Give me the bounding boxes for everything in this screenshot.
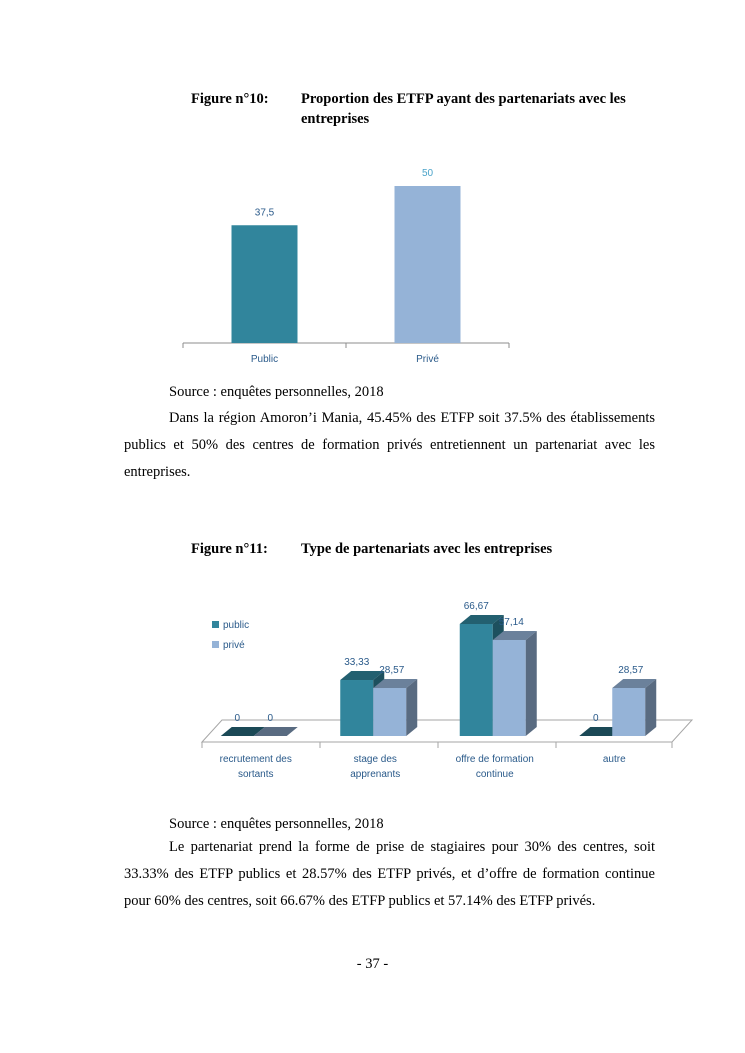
data-label: 50 xyxy=(421,168,434,179)
figure-11-chart xyxy=(0,590,745,790)
data-label: 0 xyxy=(234,713,241,724)
data-label: 0 xyxy=(267,713,274,724)
figure-11-number: Figure n°11: xyxy=(191,541,268,557)
bar-prive xyxy=(395,186,461,343)
category-label: offre de formation continue xyxy=(455,754,534,780)
source-2: Source : enquêtes personnelles, 2018 xyxy=(169,816,384,832)
data-label: 57,14 xyxy=(498,617,524,629)
category-label: recrutement des sortants xyxy=(219,754,292,780)
category-label: Privé xyxy=(416,354,439,365)
figure-10-number: Figure n°10: xyxy=(191,91,269,107)
paragraph-1: Dans la région Amoron’i Mania, 45.45% des ETFP soit 37.5% des établissements publics et 50% des centres de formation privés entretiennent un partenariat avec les entreprises. xyxy=(124,410,655,480)
bar-prive xyxy=(373,679,417,736)
figure-10-title: Proportion des ETFP ayant des partenariats avec les entreprises xyxy=(301,91,626,127)
figure-10-chart xyxy=(0,150,745,375)
bar-prive xyxy=(612,679,656,736)
data-label: 28,57 xyxy=(618,665,644,677)
paragraph-2: Le partenariat prend la forme de prise de stagiaires pour 30% des centres, soit 33.33% des ETFP publics et 28.57% des ETFP privés, et d’offre de formation continue pour 60% des centres, soit 66.67% des ETFP publics et 57.14% des ETFP privés. xyxy=(124,839,655,909)
category-label: autre xyxy=(602,754,626,765)
data-label: 0 xyxy=(592,713,599,724)
bar-public xyxy=(232,225,298,343)
figure-11-title: Type de partenariats avec les entreprises xyxy=(301,541,553,557)
category-label: stage des apprenants xyxy=(350,754,401,780)
data-label: 28,57 xyxy=(379,665,405,677)
legend-label: privé xyxy=(223,640,245,651)
data-label: 37,5 xyxy=(254,207,275,219)
data-label: 66,67 xyxy=(463,601,489,612)
legend-swatch-public xyxy=(212,621,219,628)
data-label: 33,33 xyxy=(344,657,370,669)
legend-label: public xyxy=(223,620,250,631)
page-number: - 37 - xyxy=(356,956,389,972)
legend-swatch-prive xyxy=(212,641,219,648)
category-label: Public xyxy=(250,354,279,365)
source-1: Source : enquêtes personnelles, 2018 xyxy=(169,384,384,400)
bar-prive xyxy=(493,631,537,736)
